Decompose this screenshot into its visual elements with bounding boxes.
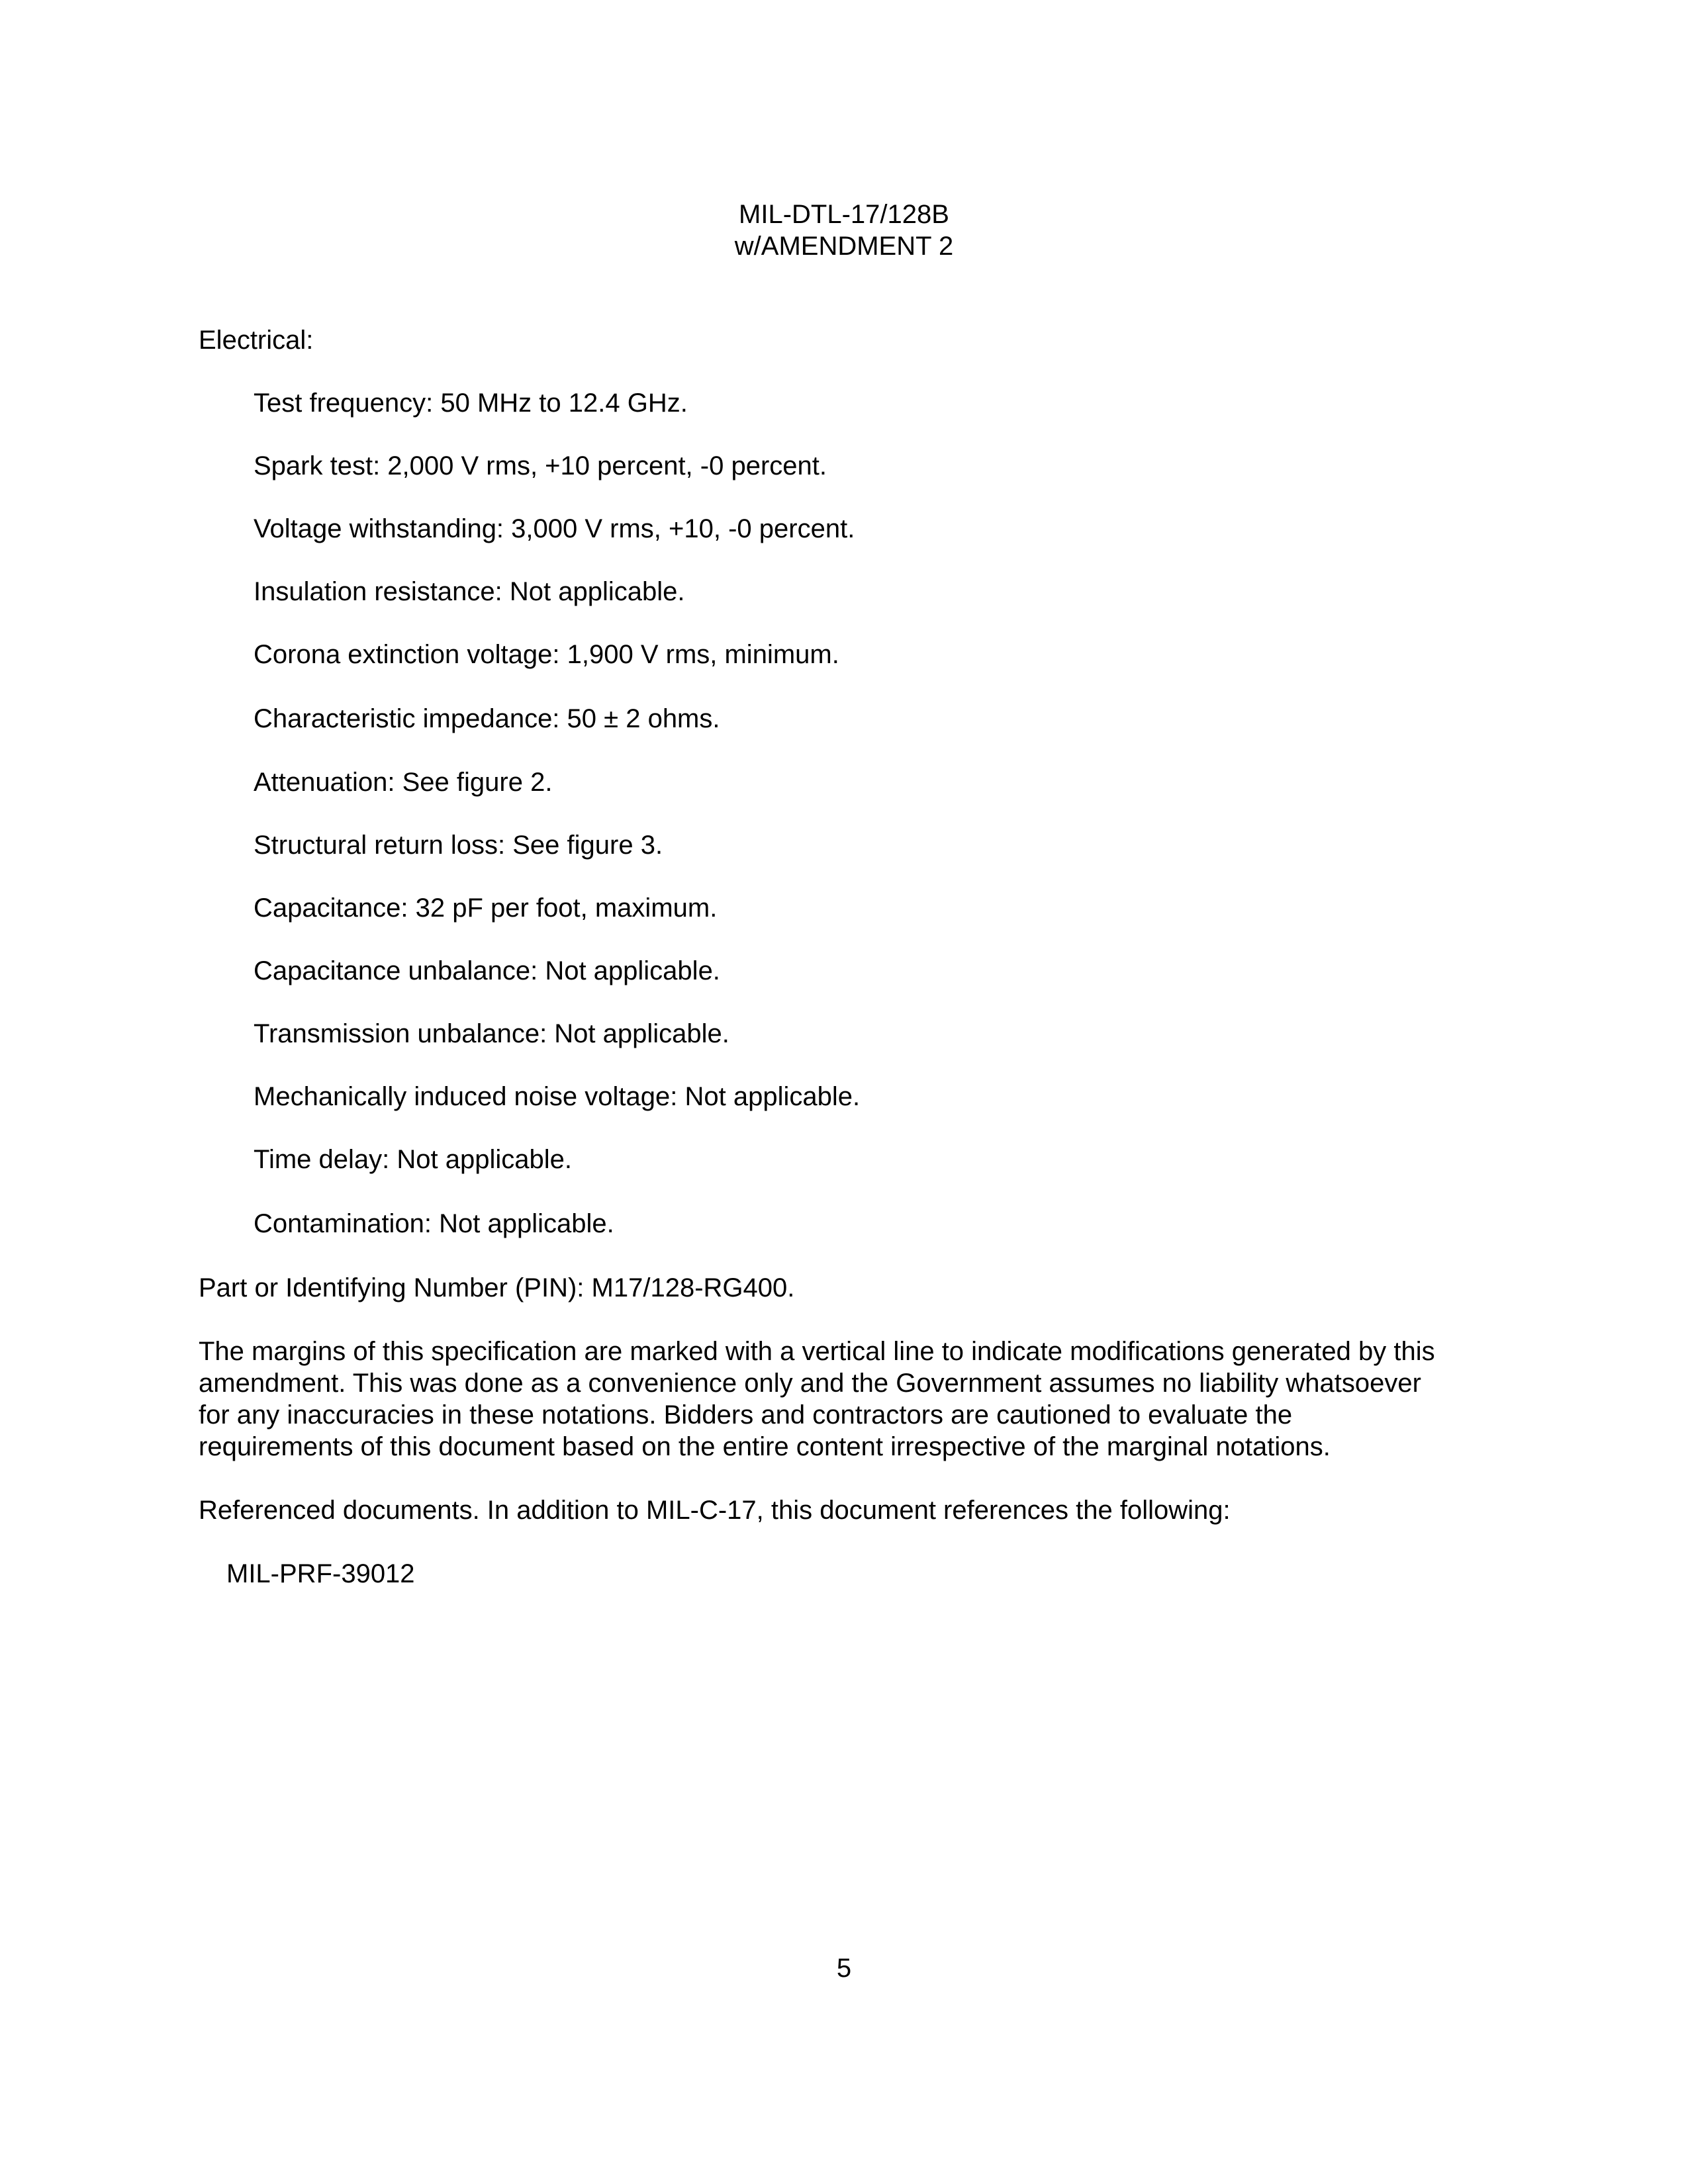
electrical-heading: Electrical:: [199, 326, 314, 355]
part-identifying-number: Part or Identifying Number (PIN): M17/128-RG400.: [199, 1273, 795, 1302]
list-item-contamination: Contamination: Not applicable.: [254, 1209, 614, 1238]
list-item-characteristic-impedance: Characteristic impedance: 50 ± 2 ohms.: [254, 704, 720, 733]
margins-note-paragraph: [199, 1336, 1496, 1463]
list-item-spark-test: Spark test: 2,000 V rms, +10 percent, -0 percent.: [254, 451, 827, 480]
list-item-corona-extinction-voltage: Corona extinction voltage: 1,900 V rms, minimum.: [254, 640, 839, 669]
list-item-capacitance-unbalance: Capacitance unbalance: Not applicable.: [254, 956, 720, 985]
list-item-capacitance: Capacitance: 32 pF per foot, maximum.: [254, 893, 718, 923]
page-number: 5: [836, 1954, 852, 1983]
referenced-document-item: MIL-PRF-39012: [226, 1559, 415, 1588]
list-item-transmission-unbalance: Transmission unbalance: Not applicable.: [254, 1019, 729, 1048]
list-item-attenuation: Attenuation: See figure 2.: [254, 768, 553, 797]
document-number: MIL-DTL-17/128B: [739, 200, 949, 229]
margins-note-line: amendment. This was done as a convenience only and the Government assumes no liability whatsoever: [199, 1369, 1421, 1398]
margins-note-line: for any inaccuracies in these notations. Bidders and contractors are cautioned to evaluate the: [199, 1400, 1293, 1430]
margins-note-line: requirements of this document based on the entire content irrespective of the marginal notations.: [199, 1432, 1331, 1461]
document-header: [0, 199, 1688, 262]
list-item-insulation-resistance: Insulation resistance: Not applicable.: [254, 577, 685, 606]
list-item-structural-return-loss: Structural return loss: See figure 3.: [254, 831, 663, 860]
margins-note-line: The margins of this specification are marked with a vertical line to indicate modifications generated by this: [199, 1337, 1435, 1366]
list-item-voltage-withstanding: Voltage withstanding: 3,000 V rms, +10, -0 percent.: [254, 514, 855, 543]
amendment-label: w/AMENDMENT 2: [734, 232, 954, 261]
referenced-documents-intro: Referenced documents. In addition to MIL-C-17, this document references the following:: [199, 1496, 1231, 1525]
list-item-time-delay: Time delay: Not applicable.: [254, 1145, 572, 1174]
list-item-test-frequency: Test frequency: 50 MHz to 12.4 GHz.: [254, 388, 688, 418]
list-item-mechanically-induced-noise-voltage: Mechanically induced noise voltage: Not applicable.: [254, 1082, 861, 1111]
